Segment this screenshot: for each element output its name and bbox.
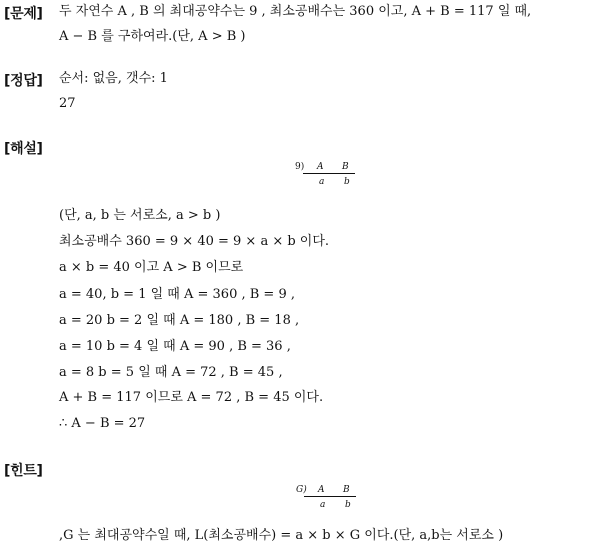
hint-division-ladder [296,485,356,511]
hint-line-1: ,G 는 최대공약수일 때, L(최소공배수) = a × b × G 이다.(단, a,b는 서로소 ) [59,528,504,543]
explanation-line-0: (단, a, b 는 서로소, a > b ) [59,208,221,223]
explanation-line-1: 최소공배수 360 = 9 × 40 = 9 × a × b 이다. [59,234,330,249]
ladder-divisor: G) [296,485,307,495]
answer-line-1: 순서: 없음, 갯수: 1 [59,71,168,86]
explanation-line-4: a = 20 b = 2 일 때 A = 180 , B = 18 , [59,313,300,328]
explanation-line-3: a = 40, b = 1 일 때 A = 360 , B = 9 , [59,287,295,302]
ladder-bot-right: b [344,177,350,187]
explanation-line-6: a = 8 b = 5 일 때 A = 72 , B = 45 , [59,365,283,380]
ladder-top-left: A [318,485,325,495]
ladder-bot-left: a [319,177,325,187]
problem-line-1: 두 자연수 A , B 의 최대공약수는 9 , 최소공배수는 360 이고, A + B = 117 일 때, [59,4,532,19]
ladder-divisor: 9) [295,162,305,172]
ladder-top-right: B [343,485,350,495]
explanation-division-ladder [295,162,355,188]
explanation-heading: [해설] [4,141,43,157]
hint-heading: [힌트] [4,463,43,479]
ladder-bot-left: a [320,500,326,510]
ladder-bot-right: b [345,500,351,510]
explanation-line-8: ∴ A − B = 27 [59,416,146,431]
explanation-line-7: A + B = 117 이므로 A = 72 , B = 45 이다. [59,390,324,405]
answer-heading: [정답] [4,73,43,89]
problem-line-2: A − B 를 구하여라.(단, A > B ) [59,29,246,44]
ladder-top-right: B [342,162,349,172]
explanation-line-2: a × b = 40 이고 A > B 이므로 [59,260,244,275]
ladder-bar [304,496,356,497]
ladder-bar [303,173,355,174]
answer-line-2: 27 [59,96,76,111]
problem-heading: [문제] [4,6,43,22]
explanation-line-5: a = 10 b = 4 일 때 A = 90 , B = 36 , [59,339,291,354]
ladder-top-left: A [317,162,324,172]
